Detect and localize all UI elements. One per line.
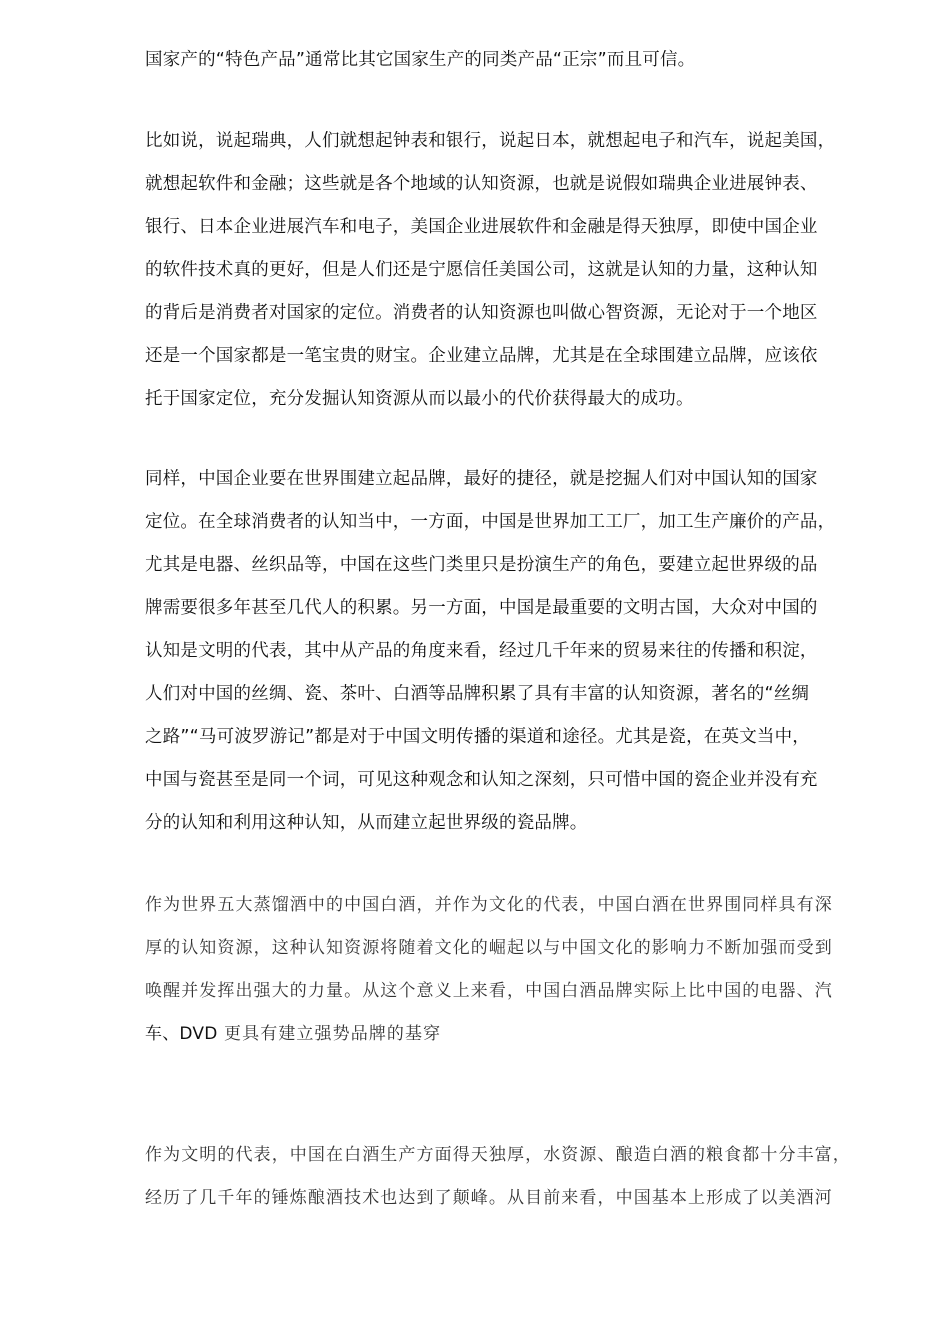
text-line: 牌需要很多年甚至几代人的积累。另一方面，中国是最重要的文明古国，大众对中国的: [145, 598, 818, 618]
text-line: 同样，中国企业要在世界围建立起品牌，最好的捷径，就是挖掘人们对中国认知的国家: [145, 469, 818, 489]
text-line: 托于国家定位，充分发掘认知资源从而以最小的代价获得最大的成功。: [145, 389, 694, 409]
text-line: 比如说，说起瑞典，人们就想起钟表和银行，说起日本，就想起电子和汽车，说起美国，: [145, 131, 836, 151]
text-line: 分的认知和利用这种认知，从而建立起世界级的瓷品牌。: [145, 813, 588, 833]
text-line: 作为文明的代表，中国在白酒生产方面得天独厚，水资源、酿造白酒的粮食都十分丰富，: [145, 1145, 851, 1165]
text-line: 国家产的“特色产品”通常比其它国家生产的同类产品“正宗”而且可信。: [145, 50, 696, 70]
text-line: 还是一个国家都是一笔宝贵的财宝。企业建立品牌，尤其是在全球围建立品牌，应该依: [145, 346, 818, 366]
text-span: 车、DVD: [145, 1024, 218, 1044]
text-line: 人们对中国的丝绸、瓷、茶叶、白酒等品牌积累了具有丰富的认知资源，著名的“丝绸: [145, 684, 810, 704]
text-line-mixed: [145, 1022, 441, 1046]
text-line: 的背后是消费者对国家的定位。消费者的认知资源也叫做心智资源，无论对于一个地区: [145, 303, 818, 323]
text-line: 经历了几千年的锤炼酿酒技术也达到了颠峰。从目前来看，中国基本上形成了以美酒河: [145, 1188, 833, 1208]
text-line: 的软件技术真的更好，但是人们还是宁愿信任美国公司，这就是认知的力量，这种认知: [145, 260, 818, 280]
text-line: 认知是文明的代表，其中从产品的角度来看，经过几千年来的贸易来往的传播和积淀，: [145, 641, 818, 661]
text-line: 作为世界五大蒸馏酒中的中国白酒，并作为文化的代表，中国白酒在世界围同样具有深: [145, 895, 833, 915]
text-line: 中国与瓷甚至是同一个词，可见这种观念和认知之深刻，只可惜中国的瓷企业并没有充: [145, 770, 818, 790]
text-line: 厚的认知资源，这种认知资源将随着文化的崛起以与中国文化的影响力不断加强而受到: [145, 938, 833, 958]
text-line: 银行、日本企业进展汽车和电子，美国企业进展软件和金融是得天独厚，即使中国企业: [145, 217, 818, 237]
text-line: 之路”“马可波罗游记”都是对于中国文明传播的渠道和途径。尤其是瓷，在英文当中，: [145, 727, 810, 747]
text-line: 就想起软件和金融；这些就是各个地域的认知资源，也就是说假如瑞典企业进展钟表、: [145, 174, 818, 194]
text-line: 定位。在全球消费者的认知当中，一方面，中国是世界加工工厂，加工生产廉价的产品，: [145, 512, 836, 532]
text-span: 更具有建立强势品牌的基穿: [217, 1024, 442, 1044]
text-line: 唤醒并发挥出强大的力量。从这个意义上来看，中国白酒品牌实际上比中国的电器、汽: [145, 981, 833, 1001]
text-line: 尤其是电器、丝织品等，中国在这些门类里只是扮演生产的角色，要建立起世界级的品: [145, 555, 818, 575]
